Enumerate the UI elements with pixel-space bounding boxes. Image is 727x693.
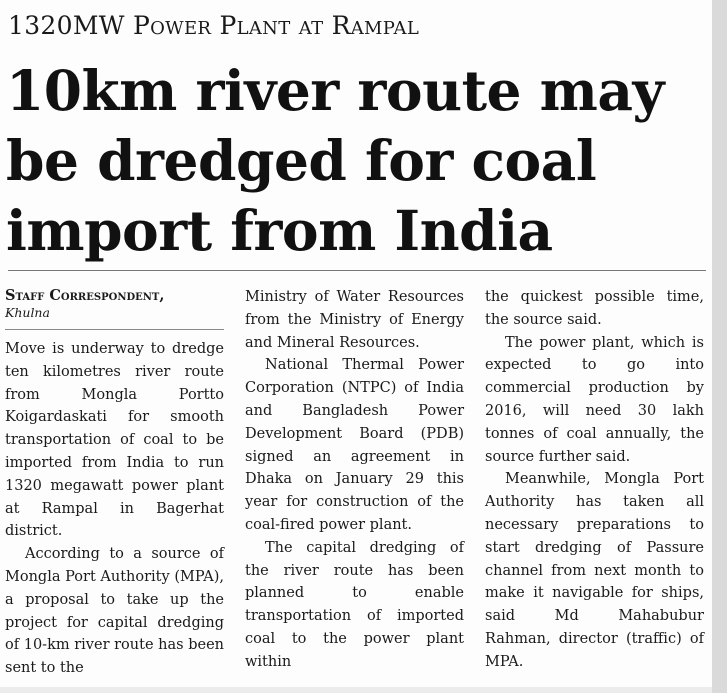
headline — [6, 56, 706, 266]
headline-line: be dredged for coal — [6, 128, 597, 193]
article-paragraph: National Thermal Power Corporation (NTPC) of India and Bangladesh Power Development Board (PDB) signed an agreement in Dhaka on January 29 this year for construction of the coal-fired power plant. — [245, 357, 464, 533]
article-column-1 — [5, 286, 224, 680]
byline-author: Staff Correspondent, — [5, 287, 165, 304]
article-paragraph: The power plant, which is expected to go into commercial production by 2016, will need 30 lakh tonnes of coal annually, the source further said. — [485, 334, 704, 465]
article-paragraph: Ministry of Water Resources from the Ministry of Energy and Mineral Resources. — [245, 289, 464, 351]
page-edge-shadow — [712, 0, 727, 693]
kicker: 1320MW Power Plant at Rampal — [8, 11, 420, 40]
article-paragraph: Move is underway to dredge ten kilometres river route from Mongla Portto Koigardaskati for smooth transportation of coal to be imported from India to run 1320 megawatt power plant at Rampal in Bagerhat district. — [5, 341, 224, 540]
article-column-3 — [485, 286, 704, 674]
headline-line: import from India — [6, 198, 553, 263]
byline-location: Khulna — [5, 305, 50, 320]
headline-line: 10km river route may — [6, 58, 664, 123]
page-bottom-edge — [0, 687, 712, 693]
article-paragraph: the quickest possible time, the source said. — [485, 289, 704, 328]
article-paragraph: Meanwhile, Mongla Port Authority has taken all necessary preparations to start dredging of Passure channel from next month to make it navigable for ships, said Md Mahabubur Rahman, director (traffic) of MPA. — [485, 471, 704, 670]
article-column-2 — [245, 286, 464, 674]
headline-divider — [8, 270, 706, 271]
article-paragraph: According to a source of Mongla Port Authority (MPA), a proposal to take up the project for capital dredging of 10-km river route has been sent to the — [5, 546, 224, 677]
byline-divider — [5, 329, 224, 330]
article-paragraph: The capital dredging of the river route has been planned to enable transportation of imported coal to the power plant within — [245, 539, 464, 670]
